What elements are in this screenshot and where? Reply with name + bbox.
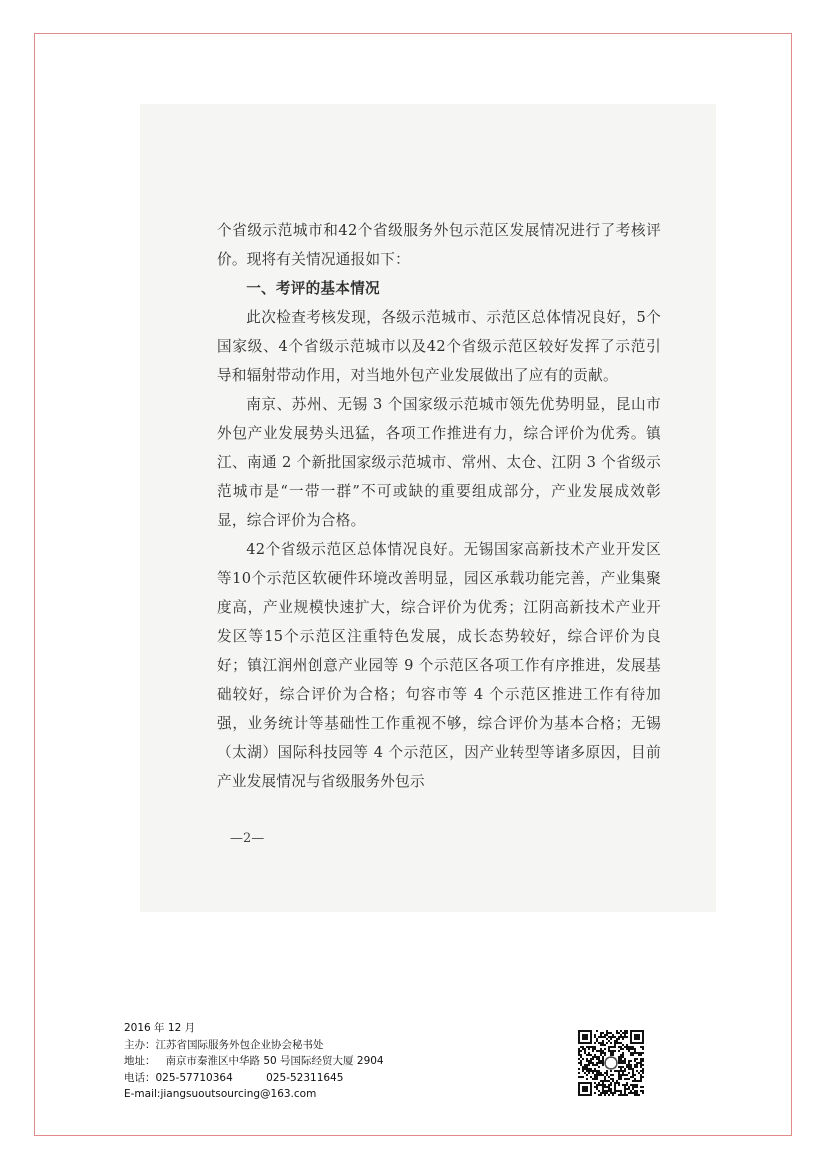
document-body <box>217 216 661 796</box>
scanned-page <box>140 104 716 912</box>
page-number: —2— <box>230 831 265 846</box>
qr-code-icon <box>578 1030 644 1096</box>
footer-phone: 电话：025-57710364 025-52311645 <box>124 1071 344 1084</box>
footer-host: 主办：江苏省国际服务外包企业协会秘书处 <box>124 1038 324 1051</box>
paragraph-zones: 42个省级示范区总体情况良好。无锡国家高新技术产业开发区等10个示范区软硬件环境改善明显，园区承载功能完善，产业集聚度高，产业规模快速扩大，综合评价为优秀；江阴高新技术产业开发区等15个示范区注重特色发展，成长态势较好，综合评价为良好；镇江润州创意产业园等 9 个示范区各项工作有序推进，发展基础较好，综合评价为合格；句容市等 4 个示范区推进工作有待加强，业务统计等基础性工作重视不够，综合评价为基本合格；无锡（太湖）国际科技园等 4 个示范区，因产业转型等诸多原因，目前产业发展情况与省级服务外包示 <box>217 541 661 790</box>
paragraph-intro: 个省级示范城市和42个省级服务外包示范区发展情况进行了考核评价。现将有关情况通报如下： <box>217 222 661 268</box>
footer-address: 地址： 南京市秦淮区中华路 50 号国际经贸大厦 2904 <box>124 1055 384 1067</box>
footer-info <box>124 1020 384 1103</box>
footer-date: 2016 年 12 月 <box>124 1022 196 1034</box>
footer-email: E-mail:jiangsuoutsourcing@163.com <box>124 1088 317 1100</box>
paragraph-overview: 此次检查考核发现，各级示范城市、示范区总体情况良好，5个国家级、4个省级示范城市以及42个省级示范区较好发挥了示范引导和辐射带动作用，对当地外包产业发展做出了应有的贡献。 <box>217 309 661 384</box>
paragraph-cities: 南京、苏州、无锡 3 个国家级示范城市领先优势明显，昆山市外包产业发展势头迅猛，各项工作推进有力，综合评价为优秀。镇江、南通 2 个新批国家级示范城市、常州、太仓、江阴 3 个省级示范城市是“一带一群”不可或缺的重要组成部分，产业发展成效彰显，综合评价为合格。 <box>217 396 661 529</box>
section-heading: 一、考评的基本情况 <box>246 280 380 297</box>
